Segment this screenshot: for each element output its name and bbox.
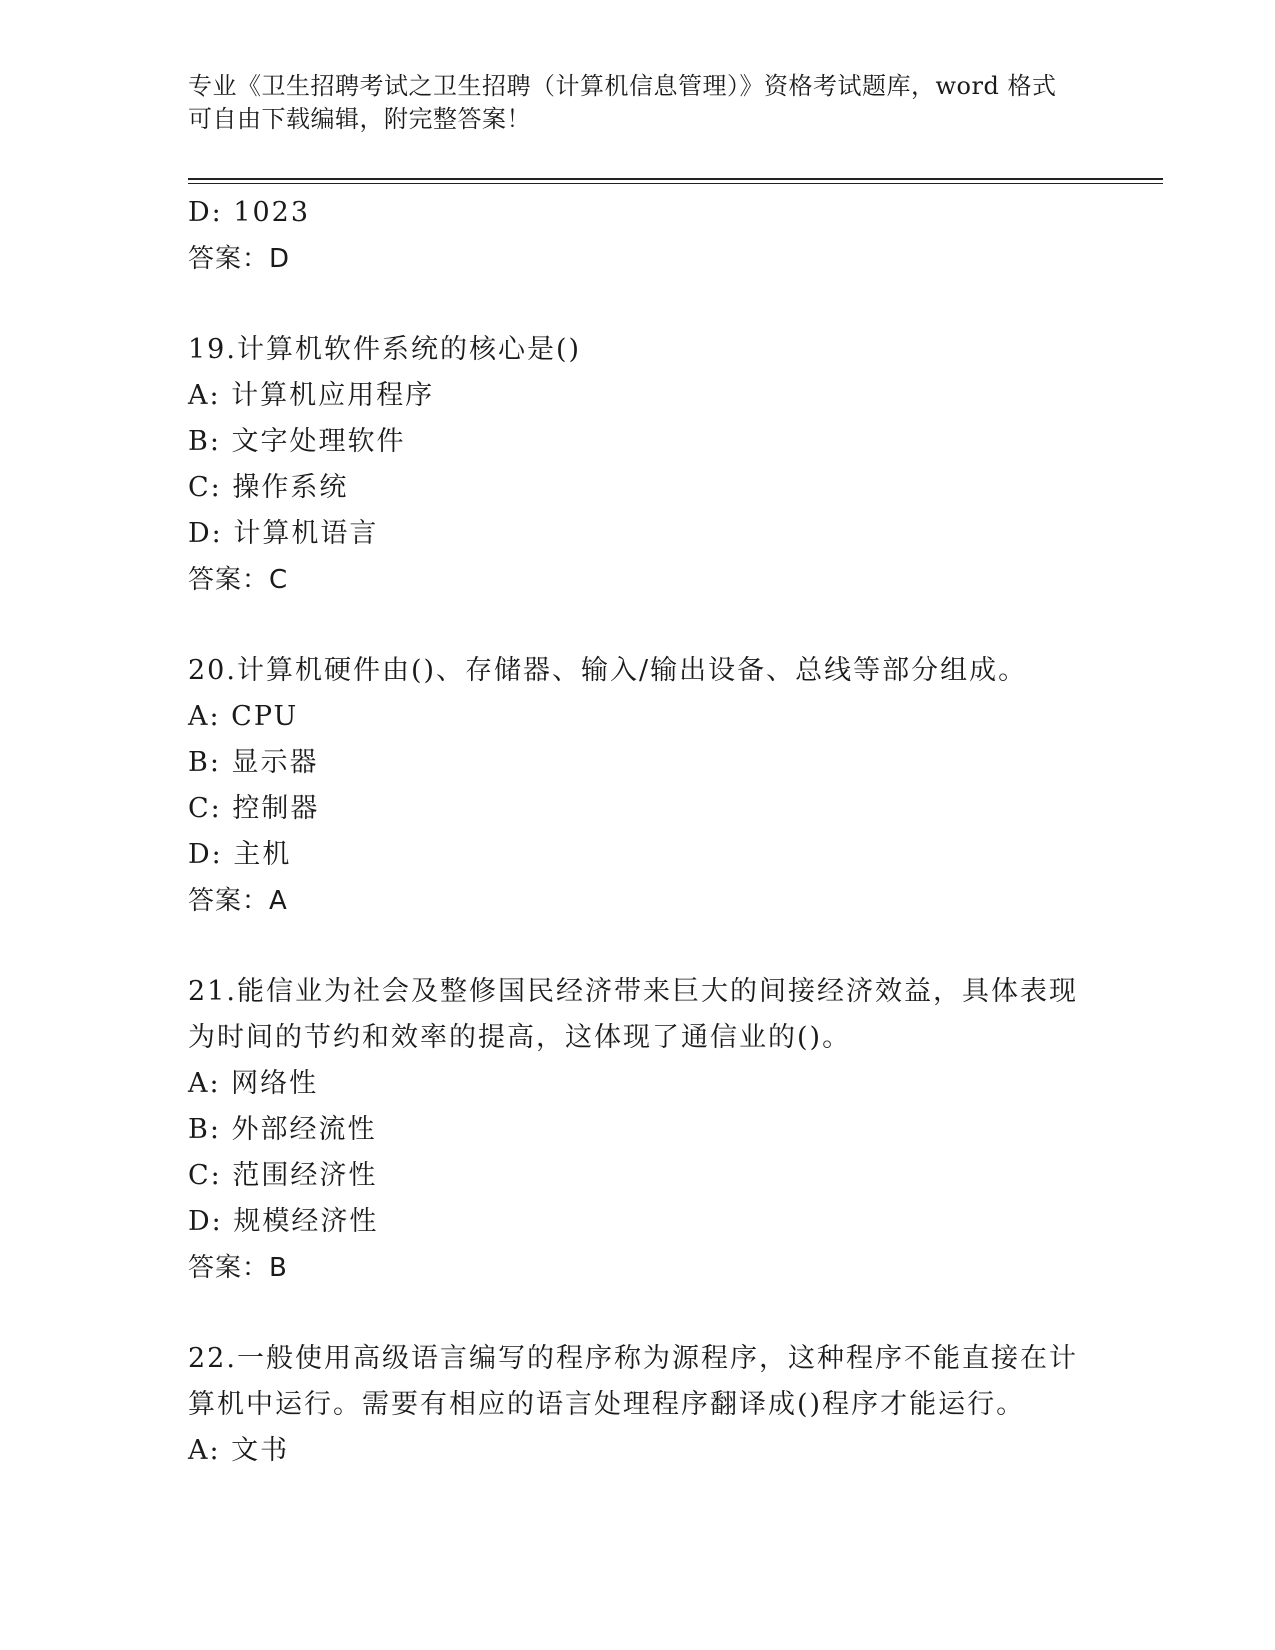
option-a: A: 网络性: [188, 1068, 319, 1099]
header-divider-thin: [188, 183, 1163, 184]
question-text: 20.计算机硬件由()、存储器、输入/输出设备、总线等部分组成。: [188, 655, 1028, 686]
option-c: C: 操作系统: [188, 472, 349, 503]
option-b: B: 外部经流性: [188, 1114, 377, 1145]
answer-line: 答案：D: [188, 244, 291, 274]
question-text-line-1: 22.一般使用高级语言编写的程序称为源程序，这种程序不能直接在计: [188, 1343, 1078, 1374]
question-text-line-1: 21.能信业为社会及整修国民经济带来巨大的间接经济效益，具体表现: [188, 976, 1078, 1007]
option-a: A: CPU: [188, 701, 299, 732]
header-line-1: 专业《卫生招聘考试之卫生招聘（计算机信息管理）》资格考试题库，word 格式: [188, 72, 1057, 100]
answer-line: 答案：B: [188, 1253, 288, 1283]
document-header: [188, 70, 1088, 136]
document-body: [188, 190, 1088, 1474]
header-divider-thick: [188, 178, 1163, 180]
question-21: [188, 969, 1088, 1291]
option-a: A: 计算机应用程序: [188, 380, 435, 411]
option-b: B: 文字处理软件: [188, 426, 406, 457]
option-d: D: 计算机语言: [188, 518, 379, 549]
option-c: C: 控制器: [188, 793, 320, 824]
question-text: 19.计算机软件系统的核心是(): [188, 334, 582, 365]
option-d: D: 规模经济性: [188, 1206, 379, 1237]
option-c: C: 范围经济性: [188, 1160, 378, 1191]
option-a: A: 文书: [188, 1435, 290, 1466]
option-d: D: 1023: [188, 197, 311, 228]
header-line-2: 可自由下载编辑，附完整答案！: [188, 105, 531, 133]
question-20: [188, 648, 1088, 924]
question-text-line-2: 为时间的节约和效率的提高，这体现了通信业的()。: [188, 1022, 852, 1053]
question-18-tail: [188, 190, 1088, 282]
answer-line: 答案：C: [188, 565, 289, 595]
option-b: B: 显示器: [188, 747, 319, 778]
answer-line: 答案：A: [188, 886, 288, 916]
question-text-line-2: 算机中运行。需要有相应的语言处理程序翻译成()程序才能运行。: [188, 1389, 1026, 1420]
option-d: D: 主机: [188, 839, 292, 870]
question-22: [188, 1336, 1088, 1474]
question-19: [188, 327, 1088, 603]
